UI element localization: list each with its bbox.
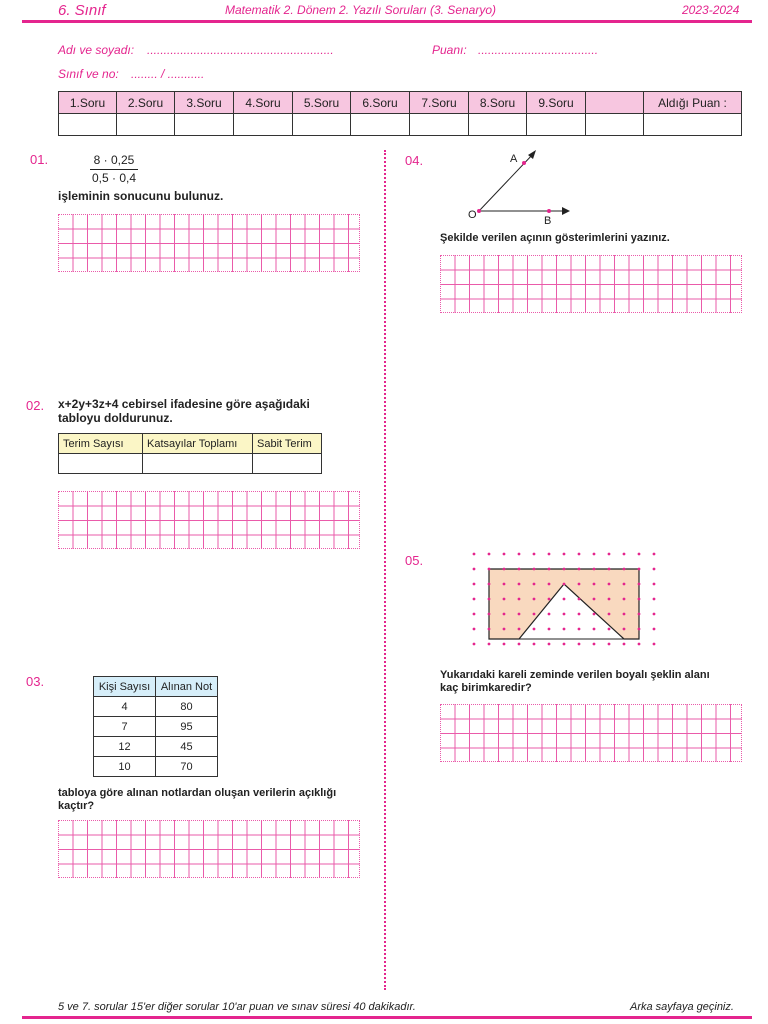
grid-dot — [653, 568, 656, 571]
grid-dot — [638, 613, 641, 616]
header-rule — [22, 20, 752, 23]
data-table-cell: 80 — [156, 697, 218, 717]
grid-dot — [578, 583, 581, 586]
question-text: kaçtır? — [58, 800, 95, 812]
data-table-header: Alınan Not — [156, 677, 218, 697]
grid-dot — [653, 613, 656, 616]
score-header — [586, 92, 644, 114]
score-cell[interactable] — [586, 114, 644, 136]
grid-dot — [533, 628, 536, 631]
term-table-cell[interactable] — [59, 454, 143, 474]
grid-dot — [488, 598, 491, 601]
data-table-cell: 45 — [156, 737, 218, 757]
exam-title: Matematik 2. Dönem 2. Yazılı Soruları (3. Senaryo) — [225, 3, 497, 17]
grid-dot — [503, 583, 506, 586]
grid-dot — [638, 583, 641, 586]
score-cell[interactable] — [410, 114, 469, 136]
grid-dot — [548, 568, 551, 571]
question-text: Şekilde verilen açının gösterimlerini yazınız. — [440, 232, 670, 244]
grid-dot — [488, 553, 491, 556]
score-cell[interactable] — [59, 114, 117, 136]
grid-dot — [608, 553, 611, 556]
grid-dot — [488, 628, 491, 631]
grid-dot — [623, 598, 626, 601]
score-cell[interactable] — [234, 114, 293, 136]
score-cell[interactable] — [527, 114, 586, 136]
grid-dot — [653, 628, 656, 631]
grid-dot — [548, 643, 551, 646]
grid-dot — [473, 598, 476, 601]
grid-dot — [488, 568, 491, 571]
score-field[interactable]: .................................... — [478, 43, 599, 57]
grid-dot — [608, 613, 611, 616]
grid-dot — [638, 553, 641, 556]
answer-grid[interactable] — [58, 491, 360, 549]
grid-dot — [533, 553, 536, 556]
grid-dot — [518, 643, 521, 646]
grid-dot — [473, 583, 476, 586]
grid-dot — [533, 568, 536, 571]
score-cell[interactable] — [175, 114, 234, 136]
grid-dot — [533, 598, 536, 601]
grid-dot — [623, 568, 626, 571]
grid-dot — [623, 553, 626, 556]
grid-dot — [593, 553, 596, 556]
score-cell[interactable] — [117, 114, 175, 136]
dot-grid-figure — [466, 547, 662, 651]
label-a: A — [510, 153, 518, 165]
grid-dot — [563, 583, 566, 586]
label-b: B — [544, 215, 552, 227]
grid-dot — [578, 568, 581, 571]
score-header: 6.Soru — [351, 92, 410, 114]
column-divider — [384, 150, 386, 990]
grid-dot — [578, 643, 581, 646]
point-o — [477, 209, 481, 213]
grid-dot — [638, 598, 641, 601]
score-header-total: Aldığı Puan : — [644, 92, 742, 114]
data-table-cell: 12 — [94, 737, 156, 757]
grid-dot — [608, 568, 611, 571]
question-text: x+2y+3z+4 cebirsel ifadesine göre aşağıdaki — [58, 397, 310, 411]
grid-dot — [638, 643, 641, 646]
question-number: 03. — [26, 674, 45, 689]
point-b — [547, 209, 551, 213]
grid-dot — [548, 628, 551, 631]
grid-dot — [623, 628, 626, 631]
score-header: 5.Soru — [293, 92, 351, 114]
grid-dot — [473, 643, 476, 646]
question-number: 04. — [405, 153, 424, 168]
grid-dot — [563, 643, 566, 646]
grid-dot — [503, 643, 506, 646]
answer-grid[interactable] — [58, 820, 360, 878]
grid-dot — [473, 553, 476, 556]
grid-dot — [653, 583, 656, 586]
grid-dot — [608, 583, 611, 586]
score-header: 7.Soru — [410, 92, 469, 114]
school-year: 2023-2024 — [682, 3, 740, 17]
grid-dot — [533, 613, 536, 616]
grid-dot — [518, 553, 521, 556]
grid-dot — [593, 568, 596, 571]
point-a — [522, 161, 526, 165]
question-number: 02. — [26, 398, 45, 413]
grid-dot — [503, 568, 506, 571]
grid-dot — [593, 598, 596, 601]
grid-dot — [503, 628, 506, 631]
grid-dot — [548, 613, 551, 616]
score-cell[interactable] — [351, 114, 410, 136]
grid-dot — [518, 568, 521, 571]
fraction-numerator: 8 · 0,25 — [93, 153, 135, 167]
grid-dot — [638, 628, 641, 631]
grid-dot — [563, 553, 566, 556]
name-field[interactable]: ........................................................ — [147, 43, 334, 57]
grid-dot — [608, 643, 611, 646]
footer-rule — [22, 1016, 752, 1019]
score-cell[interactable] — [469, 114, 527, 136]
grid-dot — [563, 568, 566, 571]
question-number: 01. — [30, 152, 49, 167]
grid-dot — [488, 643, 491, 646]
data-table-header: Kişi Sayısı — [94, 677, 156, 697]
data-table-cell: 10 — [94, 757, 156, 777]
grade-label: 6. Sınıf — [58, 2, 106, 19]
term-table-cell[interactable] — [253, 454, 322, 474]
grid-dot — [578, 613, 581, 616]
grid-dot — [563, 598, 566, 601]
answer-grid[interactable] — [440, 255, 742, 313]
score-header: 3.Soru — [175, 92, 234, 114]
grid-dot — [593, 613, 596, 616]
grid-dot — [653, 643, 656, 646]
score-label: Puanı: — [432, 43, 467, 57]
term-table-header: Katsayılar Toplamı — [143, 434, 253, 454]
grid-dot — [473, 613, 476, 616]
grid-dot — [563, 628, 566, 631]
grid-dot — [593, 628, 596, 631]
score-header: 4.Soru — [234, 92, 293, 114]
grid-dot — [623, 583, 626, 586]
grid-dot — [578, 553, 581, 556]
grid-dot — [518, 628, 521, 631]
class-label: Sınıf ve no: — [58, 67, 119, 81]
question-number: 05. — [405, 553, 424, 568]
footer-note: 5 ve 7. sorular 15'er diğer sorular 10'ar puan ve sınav süresi 40 dakikadır. — [58, 1001, 416, 1013]
data-table-cell: 70 — [156, 757, 218, 777]
grid-dot — [608, 598, 611, 601]
grid-dot — [593, 583, 596, 586]
grid-dot — [473, 628, 476, 631]
data-table-cell: 7 — [94, 717, 156, 737]
score-header: 1.Soru — [59, 92, 117, 114]
fraction-denominator: 0,5 · 0,4 — [91, 171, 137, 185]
angle-figure — [460, 145, 580, 227]
term-table-header: Terim Sayısı — [59, 434, 143, 454]
data-table-cell: 4 — [94, 697, 156, 717]
grid-dot — [578, 628, 581, 631]
question-text: tabloyu doldurunuz. — [58, 411, 173, 425]
question-text: kaç birimkaredir? — [440, 682, 532, 694]
grid-dot — [533, 643, 536, 646]
grid-dot — [578, 598, 581, 601]
grid-dot — [533, 583, 536, 586]
name-label: Adı ve soyadı: — [58, 43, 135, 57]
grid-dot — [548, 583, 551, 586]
grid-dot — [518, 613, 521, 616]
grid-dot — [608, 628, 611, 631]
grid-dot — [638, 568, 641, 571]
answer-grid[interactable] — [58, 214, 360, 272]
term-table-cell[interactable] — [143, 454, 253, 474]
term-table-header: Sabit Terim — [253, 434, 322, 454]
fraction-bar — [90, 169, 138, 170]
grid-dot — [518, 598, 521, 601]
grid-dot — [488, 613, 491, 616]
class-field[interactable]: ........ / ........... — [131, 67, 205, 81]
label-o: O — [468, 209, 477, 221]
score-table — [58, 91, 742, 136]
score-cell[interactable] — [293, 114, 351, 136]
ray-ob-arrow — [562, 207, 570, 215]
question-text: işleminin sonucunu bulunuz. — [58, 189, 224, 203]
grid-dot — [473, 568, 476, 571]
grid-dot — [503, 613, 506, 616]
score-header: 9.Soru — [527, 92, 586, 114]
data-table — [93, 676, 218, 777]
score-header: 8.Soru — [469, 92, 527, 114]
grid-dot — [653, 598, 656, 601]
grid-dot — [518, 583, 521, 586]
grid-dot — [623, 643, 626, 646]
data-table-cell: 95 — [156, 717, 218, 737]
grid-dot — [548, 553, 551, 556]
term-table — [58, 433, 322, 474]
grid-dot — [548, 598, 551, 601]
grid-dot — [653, 553, 656, 556]
grid-dot — [563, 613, 566, 616]
grid-dot — [593, 643, 596, 646]
question-text: Yukarıdaki kareli zeminde verilen boyalı şeklin alanı — [440, 669, 710, 681]
grid-dot — [503, 598, 506, 601]
score-cell-total[interactable] — [644, 114, 742, 136]
answer-grid[interactable] — [440, 704, 742, 762]
footer-next-page: Arka sayfaya geçiniz. — [630, 1001, 734, 1013]
question-text: tabloya göre alınan notlardan oluşan verilerin açıklığı — [58, 787, 337, 799]
grid-dot — [503, 553, 506, 556]
grid-dot — [623, 613, 626, 616]
score-header: 2.Soru — [117, 92, 175, 114]
grid-dot — [488, 583, 491, 586]
ray-oa — [479, 153, 534, 211]
